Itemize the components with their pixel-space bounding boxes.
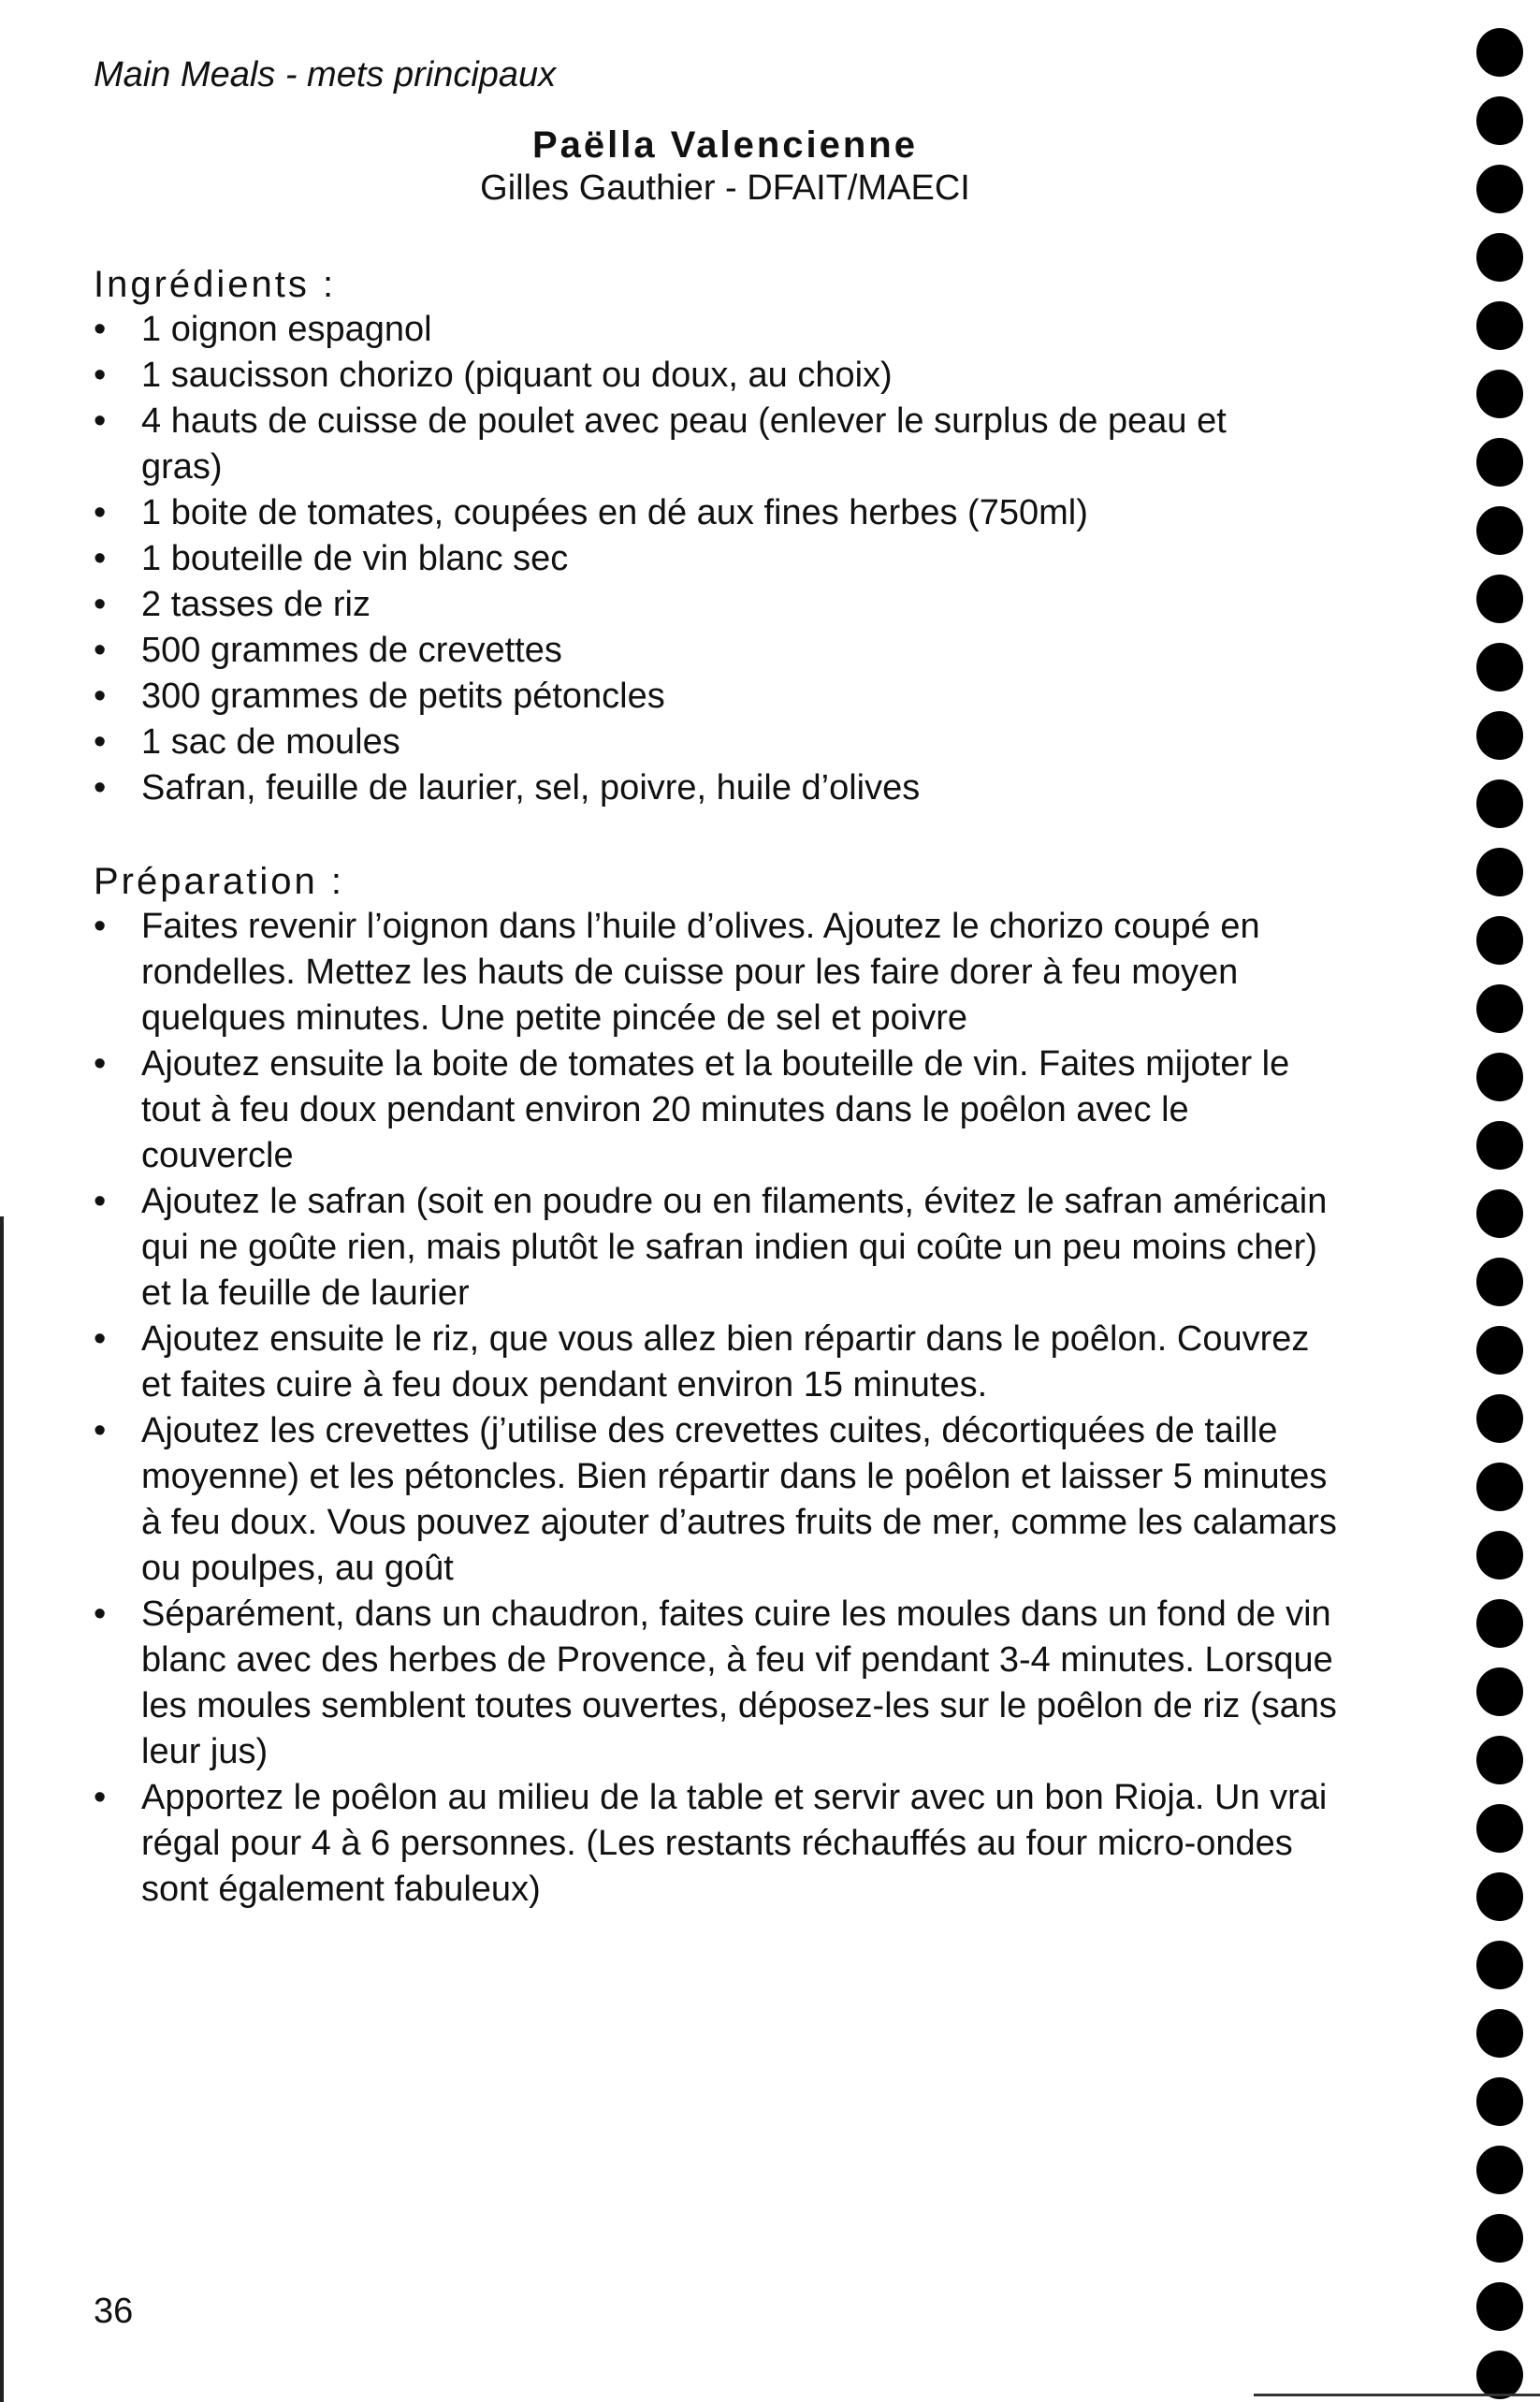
- preparation-step: • Ajoutez ensuite la boite de tomates et la bouteille de vin. Faites mijoter le tout à feu doux pendant environ 20 minutes dans le poêlon avec le couvercle: [94, 1041, 1338, 1179]
- binding-hole: [1476, 438, 1523, 487]
- binding-hole: [1476, 575, 1523, 623]
- binding-hole: [1476, 370, 1523, 418]
- binding-hole: [1476, 301, 1523, 350]
- ingredient-item: • 1 bouteille de vin blanc sec: [94, 536, 1347, 582]
- ingredient-item: • 500 grammes de crevettes: [94, 628, 1347, 674]
- preparation-step: • Faites revenir l’oignon dans l’huile d’olives. Ajoutez le chorizo coupé en rondelles. Mettez les hauts de cuisse pour les faire dorer à feu moyen quelques minutes. Une petite pincée de sel et poivre: [94, 904, 1338, 1041]
- ingredient-item: • 2 tasses de riz: [94, 582, 1347, 628]
- binding-hole: [1476, 2351, 1523, 2399]
- preparation-step: • Ajoutez ensuite le riz, que vous allez bien répartir dans le poêlon. Couvrez et faites cuire à feu doux pendant environ 15 minutes.: [94, 1317, 1338, 1408]
- binding-hole: [1476, 848, 1523, 896]
- binding-hole: [1476, 165, 1523, 213]
- ingredient-item: • 300 grammes de petits pétoncles: [94, 674, 1347, 720]
- preparation-steps: [94, 904, 1338, 1913]
- binding-hole: [1476, 1189, 1523, 1238]
- binding-hole: [1476, 1667, 1523, 1716]
- recipe-title: Paëlla Valencienne: [532, 124, 918, 166]
- binding-hole: [1476, 984, 1523, 1033]
- section-header: Main Meals - mets principaux: [94, 55, 557, 95]
- binding-hole: [1476, 1053, 1523, 1101]
- recipe-title-block: [94, 124, 1357, 210]
- binding-hole: [1476, 1326, 1523, 1375]
- binding-hole: [1476, 1872, 1523, 1921]
- binding-hole: [1476, 2214, 1523, 2263]
- preparation-step: • Apportez le poêlon au milieu de la table et servir avec un bon Rioja. Un vrai régal pour 4 à 6 personnes. (Les restants réchauffés au four micro-ondes sont également fabuleux): [94, 1775, 1338, 1913]
- binding-hole: [1476, 643, 1523, 691]
- binding-hole: [1476, 233, 1523, 282]
- binding-hole: [1476, 1599, 1523, 1648]
- binding-hole: [1476, 1531, 1523, 1579]
- binding-hole: [1476, 1804, 1523, 1853]
- binding-hole: [1476, 916, 1523, 965]
- ingredient-item: • 1 boite de tomates, coupées en dé aux fines herbes (750ml): [94, 490, 1347, 536]
- preparation-heading: Préparation :: [94, 861, 345, 902]
- binding-hole: [1476, 96, 1523, 145]
- ingredient-item: • 1 oignon espagnol: [94, 307, 1347, 353]
- ingredient-item: • 1 saucisson chorizo (piquant ou doux, au choix): [94, 353, 1347, 399]
- binding-hole: [1476, 2009, 1523, 2058]
- ingredient-item: • 1 sac de moules: [94, 720, 1347, 765]
- page-left-edge: [0, 1216, 4, 2402]
- binding-hole: [1476, 779, 1523, 828]
- preparation-step: • Séparément, dans un chaudron, faites cuire les moules dans un fond de vin blanc avec des herbes de Provence, à feu vif pendant 3-4 minutes. Lorsque les moules semblent toutes ouvertes, déposez-les sur le poêlon de riz (sans leur jus): [94, 1592, 1338, 1775]
- ingredient-item: • 4 hauts de cuisse de poulet avec peau (enlever le surplus de peau et gras): [94, 399, 1347, 490]
- binding-hole: [1476, 2146, 1523, 2194]
- preparation-step: • Ajoutez le safran (soit en poudre ou en filaments, évitez le safran américain qui ne goûte rien, mais plutôt le safran indien qui coûte un peu moins cher) et la feuille de laurier: [94, 1179, 1338, 1317]
- page-bottom-edge: [1254, 2394, 1540, 2396]
- binding-hole: [1476, 1394, 1523, 1443]
- ingredients-list: [94, 307, 1347, 811]
- binding-hole: [1476, 2077, 1523, 2126]
- binding-hole: [1476, 2282, 1523, 2331]
- preparation-step: • Ajoutez les crevettes (j’utilise des crevettes cuites, décortiquées de taille moyenne) et les pétoncles. Bien répartir dans le poêlon et laisser 5 minutes à feu doux. Vous pouvez ajouter d’autres fruits de mer, comme les calamars ou poulpes, au goût: [94, 1408, 1338, 1592]
- binding-hole: [1476, 1121, 1523, 1170]
- binding-hole: [1476, 28, 1523, 77]
- binding-hole: [1476, 1463, 1523, 1511]
- binding-hole: [1476, 1736, 1523, 1784]
- ingredient-item: • Safran, feuille de laurier, sel, poivre, huile d’olives: [94, 765, 1347, 811]
- binding-hole: [1476, 711, 1523, 760]
- page-number: 36: [94, 2292, 134, 2331]
- spiral-binding-holes: [1476, 19, 1533, 2395]
- binding-hole: [1476, 1941, 1523, 1989]
- binding-hole: [1476, 506, 1523, 555]
- binding-hole: [1476, 1258, 1523, 1306]
- recipe-author: Gilles Gauthier - DFAIT/MAECI: [480, 168, 970, 208]
- ingredients-heading: Ingrédients :: [94, 264, 337, 305]
